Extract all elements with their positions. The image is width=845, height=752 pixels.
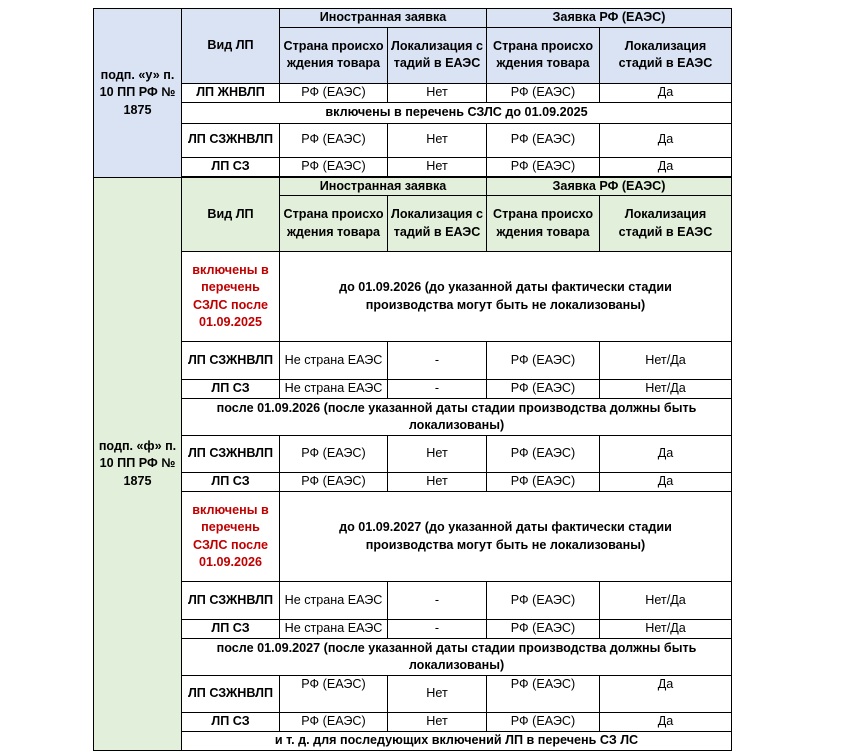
cell-2026-sz-r-country: РФ (ЕАЭС) <box>487 620 600 639</box>
header-origin-country-foreign-f: Страна происхождения товара <box>280 196 388 252</box>
cell-2025-sz-r-local: Нет/Да <box>600 380 732 399</box>
cell-2026-after-sz-f-country: РФ (ЕАЭС) <box>280 713 388 732</box>
cell-2025-after-szhnvlp-f-local: Нет <box>388 436 487 473</box>
cell-2026-szhnvlp-r-country: РФ (ЕАЭС) <box>487 582 600 620</box>
cell-u-sz-f-local: Нет <box>388 157 487 176</box>
cell-2025-sz-r-country: РФ (ЕАЭС) <box>487 380 600 399</box>
cell-2026-after-sz-f-local: Нет <box>388 713 487 732</box>
header-kind-col-f: Вид ЛП <box>182 177 280 252</box>
cell-2026-sz-r-local: Нет/Да <box>600 620 732 639</box>
header-rf-app-f: Заявка РФ (ЕАЭС) <box>487 177 732 196</box>
cell-u-sz-f-country: РФ (ЕАЭС) <box>280 157 388 176</box>
cell-2026-after-szhnvlp-r-country: РФ (ЕАЭС) <box>487 676 600 713</box>
u-included-note: включены в перечень СЗЛС до 01.09.2025 <box>182 102 732 123</box>
header-localization-foreign: Локализация стадий в ЕАЭС <box>388 27 487 83</box>
section-u-label: подп. «у» п. 10 ПП РФ № 1875 <box>94 9 182 178</box>
cell-2025-after-sz-r-local: Да <box>600 473 732 492</box>
cell-2026-after-sz-r-country: РФ (ЕАЭС) <box>487 713 600 732</box>
cell-u-zhnvlp-f-local: Нет <box>388 83 487 102</box>
cell-2026-sz-f-local: - <box>388 620 487 639</box>
header-rf-app: Заявка РФ (ЕАЭС) <box>487 9 732 28</box>
cell-u-zhnvlp-r-local: Да <box>600 83 732 102</box>
footer-note: и т. д. для последующих включений ЛП в перечень СЗ ЛС <box>182 732 732 751</box>
block-2026-kind-note: включены в перечень СЗЛС после 01.09.2026 <box>182 492 280 582</box>
header-origin-country-rf-f: Страна происхождения товара <box>487 196 600 252</box>
header-localization-rf: Локализация стадий в ЕАЭС <box>600 27 732 83</box>
block-2025-until-note: до 01.09.2026 (до указанной даты фактически стадии производства могут быть не локализованы) <box>280 252 732 342</box>
header-foreign-app: Иностранная заявка <box>280 9 487 28</box>
cell-2026-szhnvlp-f-country: Не страна ЕАЭС <box>280 582 388 620</box>
block-2026-until-note: до 01.09.2027 (до указанной даты фактически стадии производства могут быть не локализованы) <box>280 492 732 582</box>
cell-2025-szhnvlp-f-local: - <box>388 342 487 380</box>
cell-2025-szhnvlp-r-local: Нет/Да <box>600 342 732 380</box>
cell-2025-after-sz-r-country: РФ (ЕАЭС) <box>487 473 600 492</box>
cell-u-zhnvlp-r-country: РФ (ЕАЭС) <box>487 83 600 102</box>
cell-u-zhnvlp-kind: ЛП ЖНВЛП <box>182 83 280 102</box>
block-2025-kind-note: включены в перечень СЗЛС после 01.09.2025 <box>182 252 280 342</box>
cell-2026-after-sz-r-local: Да <box>600 713 732 732</box>
block-2025-after-note: после 01.09.2026 (после указанной даты стадии производства должны быть локализованы) <box>182 399 732 436</box>
header-localization-foreign-f: Локализация стадий в ЕАЭС <box>388 196 487 252</box>
cell-2025-after-sz-f-local: Нет <box>388 473 487 492</box>
cell-2026-after-szhnvlp-f-country: РФ (ЕАЭС) <box>280 676 388 713</box>
cell-2026-after-szhnvlp-f-local: Нет <box>388 676 487 713</box>
cell-u-sz-kind: ЛП СЗ <box>182 157 280 176</box>
header-foreign-app-f: Иностранная заявка <box>280 177 487 196</box>
cell-u-szhnvlp-f-local: Нет <box>388 123 487 157</box>
cell-2025-after-szhnvlp-f-country: РФ (ЕАЭС) <box>280 436 388 473</box>
header-origin-country-foreign: Страна происхождения товара <box>280 27 388 83</box>
cell-2025-szhnvlp-f-country: Не страна ЕАЭС <box>280 342 388 380</box>
cell-u-szhnvlp-r-local: Да <box>600 123 732 157</box>
cell-2026-szhnvlp-f-local: - <box>388 582 487 620</box>
cell-2025-after-szhnvlp-kind: ЛП СЗЖНВЛП <box>182 436 280 473</box>
cell-u-szhnvlp-f-country: РФ (ЕАЭС) <box>280 123 388 157</box>
cell-2025-sz-f-country: Не страна ЕАЭС <box>280 380 388 399</box>
section-f-label: подп. «ф» п. 10 ПП РФ № 1875 <box>94 177 182 751</box>
block-2026-after-note: после 01.09.2027 (после указанной даты стадии производства должны быть локализованы) <box>182 639 732 676</box>
cell-u-zhnvlp-f-country: РФ (ЕАЭС) <box>280 83 388 102</box>
localization-table <box>93 8 732 751</box>
cell-2026-after-szhnvlp-r-local: Да <box>600 676 732 713</box>
header-localization-rf-f: Локализация стадий в ЕАЭС <box>600 196 732 252</box>
cell-2026-sz-kind: ЛП СЗ <box>182 620 280 639</box>
header-origin-country-rf: Страна происхождения товара <box>487 27 600 83</box>
cell-2026-szhnvlp-kind: ЛП СЗЖНВЛП <box>182 582 280 620</box>
cell-2026-after-sz-kind: ЛП СЗ <box>182 713 280 732</box>
cell-2025-szhnvlp-r-country: РФ (ЕАЭС) <box>487 342 600 380</box>
cell-2025-after-sz-f-country: РФ (ЕАЭС) <box>280 473 388 492</box>
cell-u-szhnvlp-kind: ЛП СЗЖНВЛП <box>182 123 280 157</box>
cell-u-szhnvlp-r-country: РФ (ЕАЭС) <box>487 123 600 157</box>
cell-2025-after-szhnvlp-r-local: Да <box>600 436 732 473</box>
cell-2025-sz-kind: ЛП СЗ <box>182 380 280 399</box>
cell-2026-szhnvlp-r-local: Нет/Да <box>600 582 732 620</box>
cell-2025-szhnvlp-kind: ЛП СЗЖНВЛП <box>182 342 280 380</box>
cell-u-sz-r-local: Да <box>600 157 732 176</box>
cell-2025-after-szhnvlp-r-country: РФ (ЕАЭС) <box>487 436 600 473</box>
cell-u-sz-r-country: РФ (ЕАЭС) <box>487 157 600 176</box>
cell-2025-sz-f-local: - <box>388 380 487 399</box>
cell-2025-after-sz-kind: ЛП СЗ <box>182 473 280 492</box>
cell-2026-after-szhnvlp-kind: ЛП СЗЖНВЛП <box>182 676 280 713</box>
cell-2026-sz-f-country: Не страна ЕАЭС <box>280 620 388 639</box>
header-kind-col: Вид ЛП <box>182 9 280 84</box>
